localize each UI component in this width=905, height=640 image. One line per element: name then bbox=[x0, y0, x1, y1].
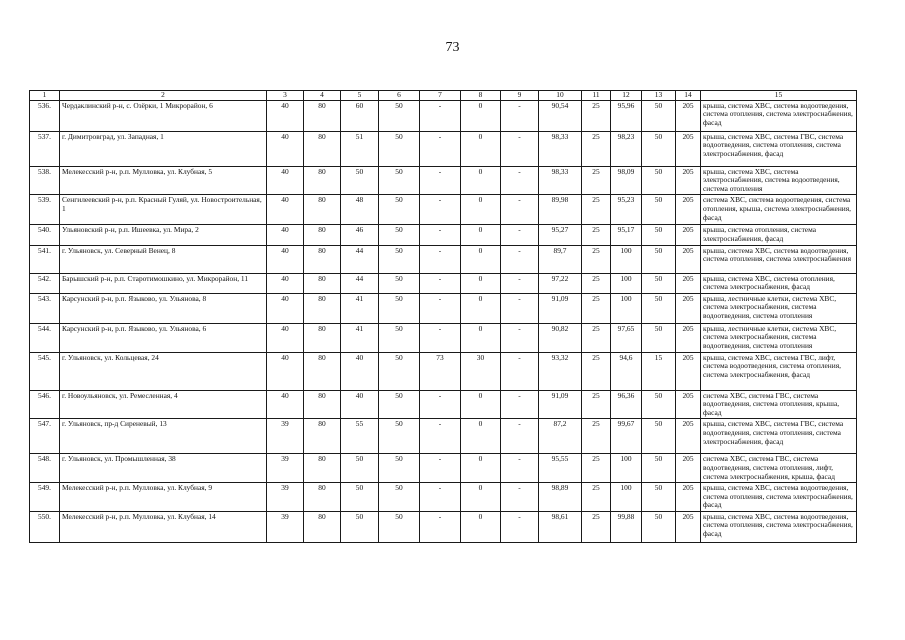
col-4-value: 80 bbox=[304, 390, 341, 419]
col-4-value: 80 bbox=[304, 100, 341, 131]
works-list: крыша, система отопления, система электроснабжения, фасад bbox=[701, 225, 857, 245]
row-number: 549. bbox=[30, 483, 60, 512]
col-4-value: 80 bbox=[304, 195, 341, 225]
table-row bbox=[30, 225, 857, 245]
col-11-value: 25 bbox=[582, 273, 611, 293]
col-6-value: 50 bbox=[379, 419, 420, 454]
col-3-value: 40 bbox=[267, 100, 304, 131]
col-11-value: 25 bbox=[582, 195, 611, 225]
row-number: 545. bbox=[30, 352, 60, 390]
column-header: 11 bbox=[582, 91, 611, 101]
col-10-value: 95,27 bbox=[539, 225, 582, 245]
col-3-value: 40 bbox=[267, 131, 304, 166]
address: Чердаклинский р-н, с. Озёрки, 1 Микрорайон, 6 bbox=[60, 100, 267, 131]
col-6-value: 50 bbox=[379, 293, 420, 323]
works-list: крыша, система ХВС, система отопления, система электроснабжения, фасад bbox=[701, 273, 857, 293]
col-4-value: 80 bbox=[304, 245, 341, 273]
col-5-value: 50 bbox=[341, 483, 379, 512]
address: Ульяновский р-н, р.п. Ишеевка, ул. Мира, 2 bbox=[60, 225, 267, 245]
col-8-value: 0 bbox=[461, 166, 501, 195]
col-12-value: 99,88 bbox=[611, 511, 642, 542]
col-3-value: 40 bbox=[267, 390, 304, 419]
works-list: крыша, система ХВС, система ГВС, система водоотведения, система отопления, система электроснабжения, фасад bbox=[701, 131, 857, 166]
col-3-value: 39 bbox=[267, 483, 304, 512]
address: Карсунский р-н, р.п. Языково, ул. Ульянова, 6 bbox=[60, 323, 267, 352]
address: Мелекесский р-н, р.п. Мулловка, ул. Клубная, 5 bbox=[60, 166, 267, 195]
col-7-value: - bbox=[420, 323, 461, 352]
col-10-value: 91,09 bbox=[539, 390, 582, 419]
row-number: 539. bbox=[30, 195, 60, 225]
table-row bbox=[30, 131, 857, 166]
col-13-value: 50 bbox=[642, 273, 676, 293]
col-5-value: 40 bbox=[341, 390, 379, 419]
col-12-value: 97,65 bbox=[611, 323, 642, 352]
col-11-value: 25 bbox=[582, 166, 611, 195]
col-13-value: 50 bbox=[642, 390, 676, 419]
col-14-value: 205 bbox=[676, 166, 701, 195]
col-5-value: 44 bbox=[341, 273, 379, 293]
col-14-value: 205 bbox=[676, 454, 701, 483]
col-14-value: 205 bbox=[676, 323, 701, 352]
col-6-value: 50 bbox=[379, 273, 420, 293]
col-5-value: 51 bbox=[341, 131, 379, 166]
column-header: 10 bbox=[539, 91, 582, 101]
col-3-value: 40 bbox=[267, 273, 304, 293]
row-number: 550. bbox=[30, 511, 60, 542]
row-number: 548. bbox=[30, 454, 60, 483]
col-6-value: 50 bbox=[379, 245, 420, 273]
col-5-value: 48 bbox=[341, 195, 379, 225]
col-4-value: 80 bbox=[304, 131, 341, 166]
col-13-value: 50 bbox=[642, 511, 676, 542]
address: г. Новоульяновск, ул. Ремесленная, 4 bbox=[60, 390, 267, 419]
col-5-value: 41 bbox=[341, 293, 379, 323]
address: г. Ульяновск, ул. Промышленная, 38 bbox=[60, 454, 267, 483]
address: г. Ульяновск, ул. Кольцевая, 24 bbox=[60, 352, 267, 390]
col-8-value: 30 bbox=[461, 352, 501, 390]
address: Карсунский р-н, р.п. Языково, ул. Ульянова, 8 bbox=[60, 293, 267, 323]
column-header: 9 bbox=[501, 91, 539, 101]
col-10-value: 98,33 bbox=[539, 131, 582, 166]
works-list: крыша, лестничные клетки, система ХВС, система электроснабжения, система водоотведения, система отопления bbox=[701, 323, 857, 352]
col-6-value: 50 bbox=[379, 100, 420, 131]
works-list: крыша, система ХВС, система ГВС, лифт, система водоотведения, система отопления, система электроснабжения, фасад bbox=[701, 352, 857, 390]
address: Мелекесский р-н, р.п. Мулловка, ул. Клубная, 14 bbox=[60, 511, 267, 542]
col-8-value: 0 bbox=[461, 100, 501, 131]
col-8-value: 0 bbox=[461, 131, 501, 166]
col-13-value: 50 bbox=[642, 195, 676, 225]
col-14-value: 205 bbox=[676, 293, 701, 323]
col-14-value: 205 bbox=[676, 390, 701, 419]
works-list: крыша, система ХВС, система водоотведения, система отопления, система электроснабжения bbox=[701, 245, 857, 273]
col-5-value: 60 bbox=[341, 100, 379, 131]
col-9-value: - bbox=[501, 166, 539, 195]
col-8-value: 0 bbox=[461, 195, 501, 225]
col-7-value: - bbox=[420, 293, 461, 323]
works-list: система ХВС, система водоотведения, система отопления, крыша, система электроснабжения, фасад bbox=[701, 195, 857, 225]
col-10-value: 89,98 bbox=[539, 195, 582, 225]
table-row bbox=[30, 352, 857, 390]
column-header: 5 bbox=[341, 91, 379, 101]
col-5-value: 50 bbox=[341, 454, 379, 483]
col-8-value: 0 bbox=[461, 419, 501, 454]
col-7-value: - bbox=[420, 166, 461, 195]
col-9-value: - bbox=[501, 511, 539, 542]
col-8-value: 0 bbox=[461, 390, 501, 419]
column-header: 1 bbox=[30, 91, 60, 101]
column-header: 3 bbox=[267, 91, 304, 101]
col-7-value: - bbox=[420, 195, 461, 225]
col-13-value: 50 bbox=[642, 100, 676, 131]
address: Барышский р-н, р.п. Старотимошкино, ул. Микрорайон, 11 bbox=[60, 273, 267, 293]
col-14-value: 205 bbox=[676, 195, 701, 225]
table-row bbox=[30, 454, 857, 483]
row-number: 538. bbox=[30, 166, 60, 195]
column-header: 2 bbox=[60, 91, 267, 101]
col-12-value: 95,17 bbox=[611, 225, 642, 245]
col-9-value: - bbox=[501, 293, 539, 323]
col-4-value: 80 bbox=[304, 293, 341, 323]
col-6-value: 50 bbox=[379, 352, 420, 390]
col-5-value: 50 bbox=[341, 511, 379, 542]
col-10-value: 98,89 bbox=[539, 483, 582, 512]
col-14-value: 205 bbox=[676, 352, 701, 390]
col-13-value: 50 bbox=[642, 245, 676, 273]
col-7-value: - bbox=[420, 390, 461, 419]
table-row bbox=[30, 390, 857, 419]
col-4-value: 80 bbox=[304, 454, 341, 483]
col-5-value: 41 bbox=[341, 323, 379, 352]
col-10-value: 95,55 bbox=[539, 454, 582, 483]
col-3-value: 39 bbox=[267, 454, 304, 483]
col-10-value: 87,2 bbox=[539, 419, 582, 454]
col-9-value: - bbox=[501, 225, 539, 245]
col-7-value: - bbox=[420, 131, 461, 166]
col-6-value: 50 bbox=[379, 195, 420, 225]
col-14-value: 205 bbox=[676, 273, 701, 293]
row-number: 543. bbox=[30, 293, 60, 323]
col-4-value: 80 bbox=[304, 225, 341, 245]
row-number: 540. bbox=[30, 225, 60, 245]
col-9-value: - bbox=[501, 131, 539, 166]
col-14-value: 205 bbox=[676, 225, 701, 245]
row-number: 542. bbox=[30, 273, 60, 293]
col-7-value: - bbox=[420, 511, 461, 542]
col-10-value: 91,09 bbox=[539, 293, 582, 323]
col-14-value: 205 bbox=[676, 131, 701, 166]
col-6-value: 50 bbox=[379, 323, 420, 352]
col-12-value: 96,36 bbox=[611, 390, 642, 419]
col-4-value: 80 bbox=[304, 419, 341, 454]
col-13-value: 50 bbox=[642, 293, 676, 323]
col-7-value: - bbox=[420, 273, 461, 293]
col-3-value: 40 bbox=[267, 323, 304, 352]
col-4-value: 80 bbox=[304, 273, 341, 293]
col-5-value: 44 bbox=[341, 245, 379, 273]
works-list: крыша, система ХВС, система водоотведения, система отопления, система электроснабжения, фасад bbox=[701, 483, 857, 512]
table-row bbox=[30, 245, 857, 273]
col-9-value: - bbox=[501, 273, 539, 293]
col-9-value: - bbox=[501, 195, 539, 225]
col-7-value: - bbox=[420, 245, 461, 273]
col-14-value: 205 bbox=[676, 511, 701, 542]
col-14-value: 205 bbox=[676, 419, 701, 454]
col-8-value: 0 bbox=[461, 511, 501, 542]
row-number: 544. bbox=[30, 323, 60, 352]
table-row bbox=[30, 293, 857, 323]
table-row bbox=[30, 483, 857, 512]
col-13-value: 50 bbox=[642, 419, 676, 454]
col-7-value: - bbox=[420, 100, 461, 131]
col-12-value: 94,6 bbox=[611, 352, 642, 390]
col-12-value: 95,23 bbox=[611, 195, 642, 225]
works-list: крыша, система ХВС, система водоотведения, система отопления, система электроснабжения, фасад bbox=[701, 511, 857, 542]
col-5-value: 50 bbox=[341, 166, 379, 195]
col-9-value: - bbox=[501, 419, 539, 454]
table-row bbox=[30, 195, 857, 225]
col-3-value: 40 bbox=[267, 245, 304, 273]
col-4-value: 80 bbox=[304, 166, 341, 195]
col-3-value: 40 bbox=[267, 293, 304, 323]
col-13-value: 50 bbox=[642, 131, 676, 166]
table-row bbox=[30, 419, 857, 454]
col-13-value: 50 bbox=[642, 454, 676, 483]
col-11-value: 25 bbox=[582, 225, 611, 245]
col-10-value: 93,32 bbox=[539, 352, 582, 390]
column-header: 15 bbox=[701, 91, 857, 101]
col-9-value: - bbox=[501, 245, 539, 273]
col-3-value: 40 bbox=[267, 166, 304, 195]
col-9-value: - bbox=[501, 323, 539, 352]
table-row bbox=[30, 166, 857, 195]
col-9-value: - bbox=[501, 390, 539, 419]
col-6-value: 50 bbox=[379, 166, 420, 195]
col-4-value: 80 bbox=[304, 323, 341, 352]
col-13-value: 50 bbox=[642, 323, 676, 352]
column-header: 8 bbox=[461, 91, 501, 101]
col-10-value: 98,61 bbox=[539, 511, 582, 542]
row-number: 546. bbox=[30, 390, 60, 419]
column-header: 13 bbox=[642, 91, 676, 101]
col-4-value: 80 bbox=[304, 483, 341, 512]
col-12-value: 100 bbox=[611, 293, 642, 323]
row-number: 536. bbox=[30, 100, 60, 131]
column-header: 6 bbox=[379, 91, 420, 101]
col-4-value: 80 bbox=[304, 511, 341, 542]
col-13-value: 15 bbox=[642, 352, 676, 390]
col-6-value: 50 bbox=[379, 225, 420, 245]
col-10-value: 89,7 bbox=[539, 245, 582, 273]
col-7-value: - bbox=[420, 225, 461, 245]
col-9-value: - bbox=[501, 483, 539, 512]
column-header: 4 bbox=[304, 91, 341, 101]
col-9-value: - bbox=[501, 352, 539, 390]
col-3-value: 40 bbox=[267, 195, 304, 225]
col-10-value: 90,54 bbox=[539, 100, 582, 131]
col-12-value: 100 bbox=[611, 273, 642, 293]
col-5-value: 55 bbox=[341, 419, 379, 454]
col-8-value: 0 bbox=[461, 273, 501, 293]
works-list: система ХВС, система ГВС, система водоотведения, система отопления, крыша, фасад bbox=[701, 390, 857, 419]
col-6-value: 50 bbox=[379, 454, 420, 483]
col-12-value: 100 bbox=[611, 483, 642, 512]
col-11-value: 25 bbox=[582, 483, 611, 512]
col-13-value: 50 bbox=[642, 225, 676, 245]
works-list: крыша, система ХВС, система электроснабжения, система водоотведения, система отопления bbox=[701, 166, 857, 195]
col-3-value: 40 bbox=[267, 225, 304, 245]
col-10-value: 90,82 bbox=[539, 323, 582, 352]
col-7-value: 73 bbox=[420, 352, 461, 390]
col-12-value: 98,09 bbox=[611, 166, 642, 195]
col-8-value: 0 bbox=[461, 483, 501, 512]
table-row bbox=[30, 511, 857, 542]
col-6-value: 50 bbox=[379, 511, 420, 542]
col-13-value: 50 bbox=[642, 166, 676, 195]
col-11-value: 25 bbox=[582, 352, 611, 390]
col-5-value: 46 bbox=[341, 225, 379, 245]
col-14-value: 205 bbox=[676, 483, 701, 512]
column-header: 12 bbox=[611, 91, 642, 101]
col-3-value: 39 bbox=[267, 419, 304, 454]
col-7-value: - bbox=[420, 483, 461, 512]
row-number: 541. bbox=[30, 245, 60, 273]
col-11-value: 25 bbox=[582, 390, 611, 419]
col-4-value: 80 bbox=[304, 352, 341, 390]
col-14-value: 205 bbox=[676, 100, 701, 131]
col-12-value: 99,67 bbox=[611, 419, 642, 454]
col-10-value: 98,33 bbox=[539, 166, 582, 195]
col-12-value: 98,23 bbox=[611, 131, 642, 166]
col-11-value: 25 bbox=[582, 245, 611, 273]
col-12-value: 100 bbox=[611, 454, 642, 483]
page-number: 73 bbox=[445, 40, 460, 55]
col-10-value: 97,22 bbox=[539, 273, 582, 293]
col-6-value: 50 bbox=[379, 390, 420, 419]
col-6-value: 50 bbox=[379, 483, 420, 512]
col-8-value: 0 bbox=[461, 454, 501, 483]
col-8-value: 0 bbox=[461, 293, 501, 323]
col-12-value: 100 bbox=[611, 245, 642, 273]
column-header: 7 bbox=[420, 91, 461, 101]
col-11-value: 25 bbox=[582, 323, 611, 352]
col-11-value: 25 bbox=[582, 293, 611, 323]
col-7-value: - bbox=[420, 454, 461, 483]
address: Мелекесский р-н, р.п. Мулловка, ул. Клубная, 9 bbox=[60, 483, 267, 512]
column-header: 14 bbox=[676, 91, 701, 101]
works-list: крыша, система ХВС, система ГВС, система водоотведения, система отопления, система электроснабжения, фасад bbox=[701, 419, 857, 454]
col-11-value: 25 bbox=[582, 131, 611, 166]
col-8-value: 0 bbox=[461, 245, 501, 273]
address: г. Ульяновск, ул. Северный Венец, 8 bbox=[60, 245, 267, 273]
address: г. Ульяновск, пр-д Сиреневый, 13 bbox=[60, 419, 267, 454]
col-12-value: 95,96 bbox=[611, 100, 642, 131]
col-11-value: 25 bbox=[582, 511, 611, 542]
col-8-value: 0 bbox=[461, 323, 501, 352]
row-number: 537. bbox=[30, 131, 60, 166]
col-9-value: - bbox=[501, 454, 539, 483]
table-row bbox=[30, 273, 857, 293]
col-6-value: 50 bbox=[379, 131, 420, 166]
register-table bbox=[29, 90, 857, 543]
col-5-value: 40 bbox=[341, 352, 379, 390]
address: Сенгилеевский р-н, р.п. Красный Гуляй, ул. Новостроительная, 1 bbox=[60, 195, 267, 225]
col-11-value: 25 bbox=[582, 100, 611, 131]
col-11-value: 25 bbox=[582, 419, 611, 454]
col-13-value: 50 bbox=[642, 483, 676, 512]
row-number: 547. bbox=[30, 419, 60, 454]
col-8-value: 0 bbox=[461, 225, 501, 245]
col-3-value: 39 bbox=[267, 511, 304, 542]
col-11-value: 25 bbox=[582, 454, 611, 483]
col-14-value: 205 bbox=[676, 245, 701, 273]
col-7-value: - bbox=[420, 419, 461, 454]
address: г. Димитровград, ул. Западная, 1 bbox=[60, 131, 267, 166]
column-number-header bbox=[30, 91, 857, 101]
col-9-value: - bbox=[501, 100, 539, 131]
col-3-value: 40 bbox=[267, 352, 304, 390]
table-row bbox=[30, 323, 857, 352]
works-list: система ХВС, система ГВС, система водоотведения, система отопления, лифт, система электроснабжения, крыша, фасад bbox=[701, 454, 857, 483]
works-list: крыша, лестничные клетки, система ХВС, система электроснабжения, система водоотведения, система отопления bbox=[701, 293, 857, 323]
table-row bbox=[30, 100, 857, 131]
works-list: крыша, система ХВС, система водоотведения, система отопления, система электроснабжения, фасад bbox=[701, 100, 857, 131]
